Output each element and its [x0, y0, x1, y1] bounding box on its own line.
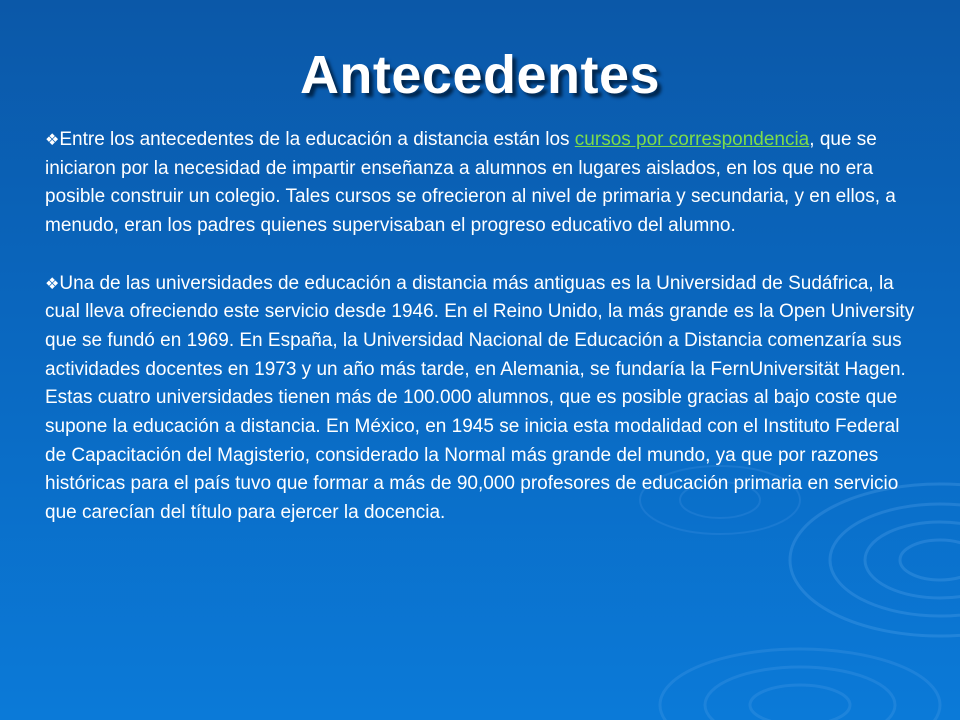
paragraph-text-before-link: Entre los antecedentes de la educación a distancia están los: [59, 129, 575, 150]
slide-body: [45, 126, 915, 528]
paragraph-correspondence-courses: [45, 126, 915, 241]
paragraph-text-after-link: , que se iniciaron por la necesidad de impartir enseñanza a alumnos en lugares aislados, en los que no era posible construir un colegio. Tales cursos se ofrecieron al nivel de primaria y secundaria, y en ellos, a menudo, eran los padres quienes supervisaban el progreso educativo del alumno.: [45, 129, 896, 237]
diamond-bullet-icon: ❖: [45, 273, 60, 293]
paragraph-distance-universities: [45, 270, 915, 528]
correspondence-courses-link[interactable]: cursos por correspondencia: [574, 129, 810, 150]
diamond-bullet-icon: ❖: [45, 130, 60, 149]
slide-title: Antecedentes: [299, 45, 661, 105]
paragraph-text: Una de las universidades de educación a distancia más antiguas es la Universidad de Sudáfrica, la cual lleva ofreciendo este servicio desde 1946. En el Reino Unido, la más grande es la Open University que se fundó en 1969. En España, la Universidad Nacional de Educación a Distancia comenzaría sus actividades docentes en 1973 y un año más tarde, en Alemania, se fundaría la FernUniversität Hagen. Estas cuatro universidades tienen más de 100.000 alumnos, que es posible gracias al bajo coste que supone la educación a distancia. En México, en 1945 se inicia esta modalidad con el Instituto Federal de Capacitación del Magisterio, considerado la Normal más grande del mundo, ya que por razones históricas para el país tuvo que formar a más de 90,000 profesores de educación primaria en servicio que carecían del título para ejercer la docencia.: [45, 272, 915, 524]
